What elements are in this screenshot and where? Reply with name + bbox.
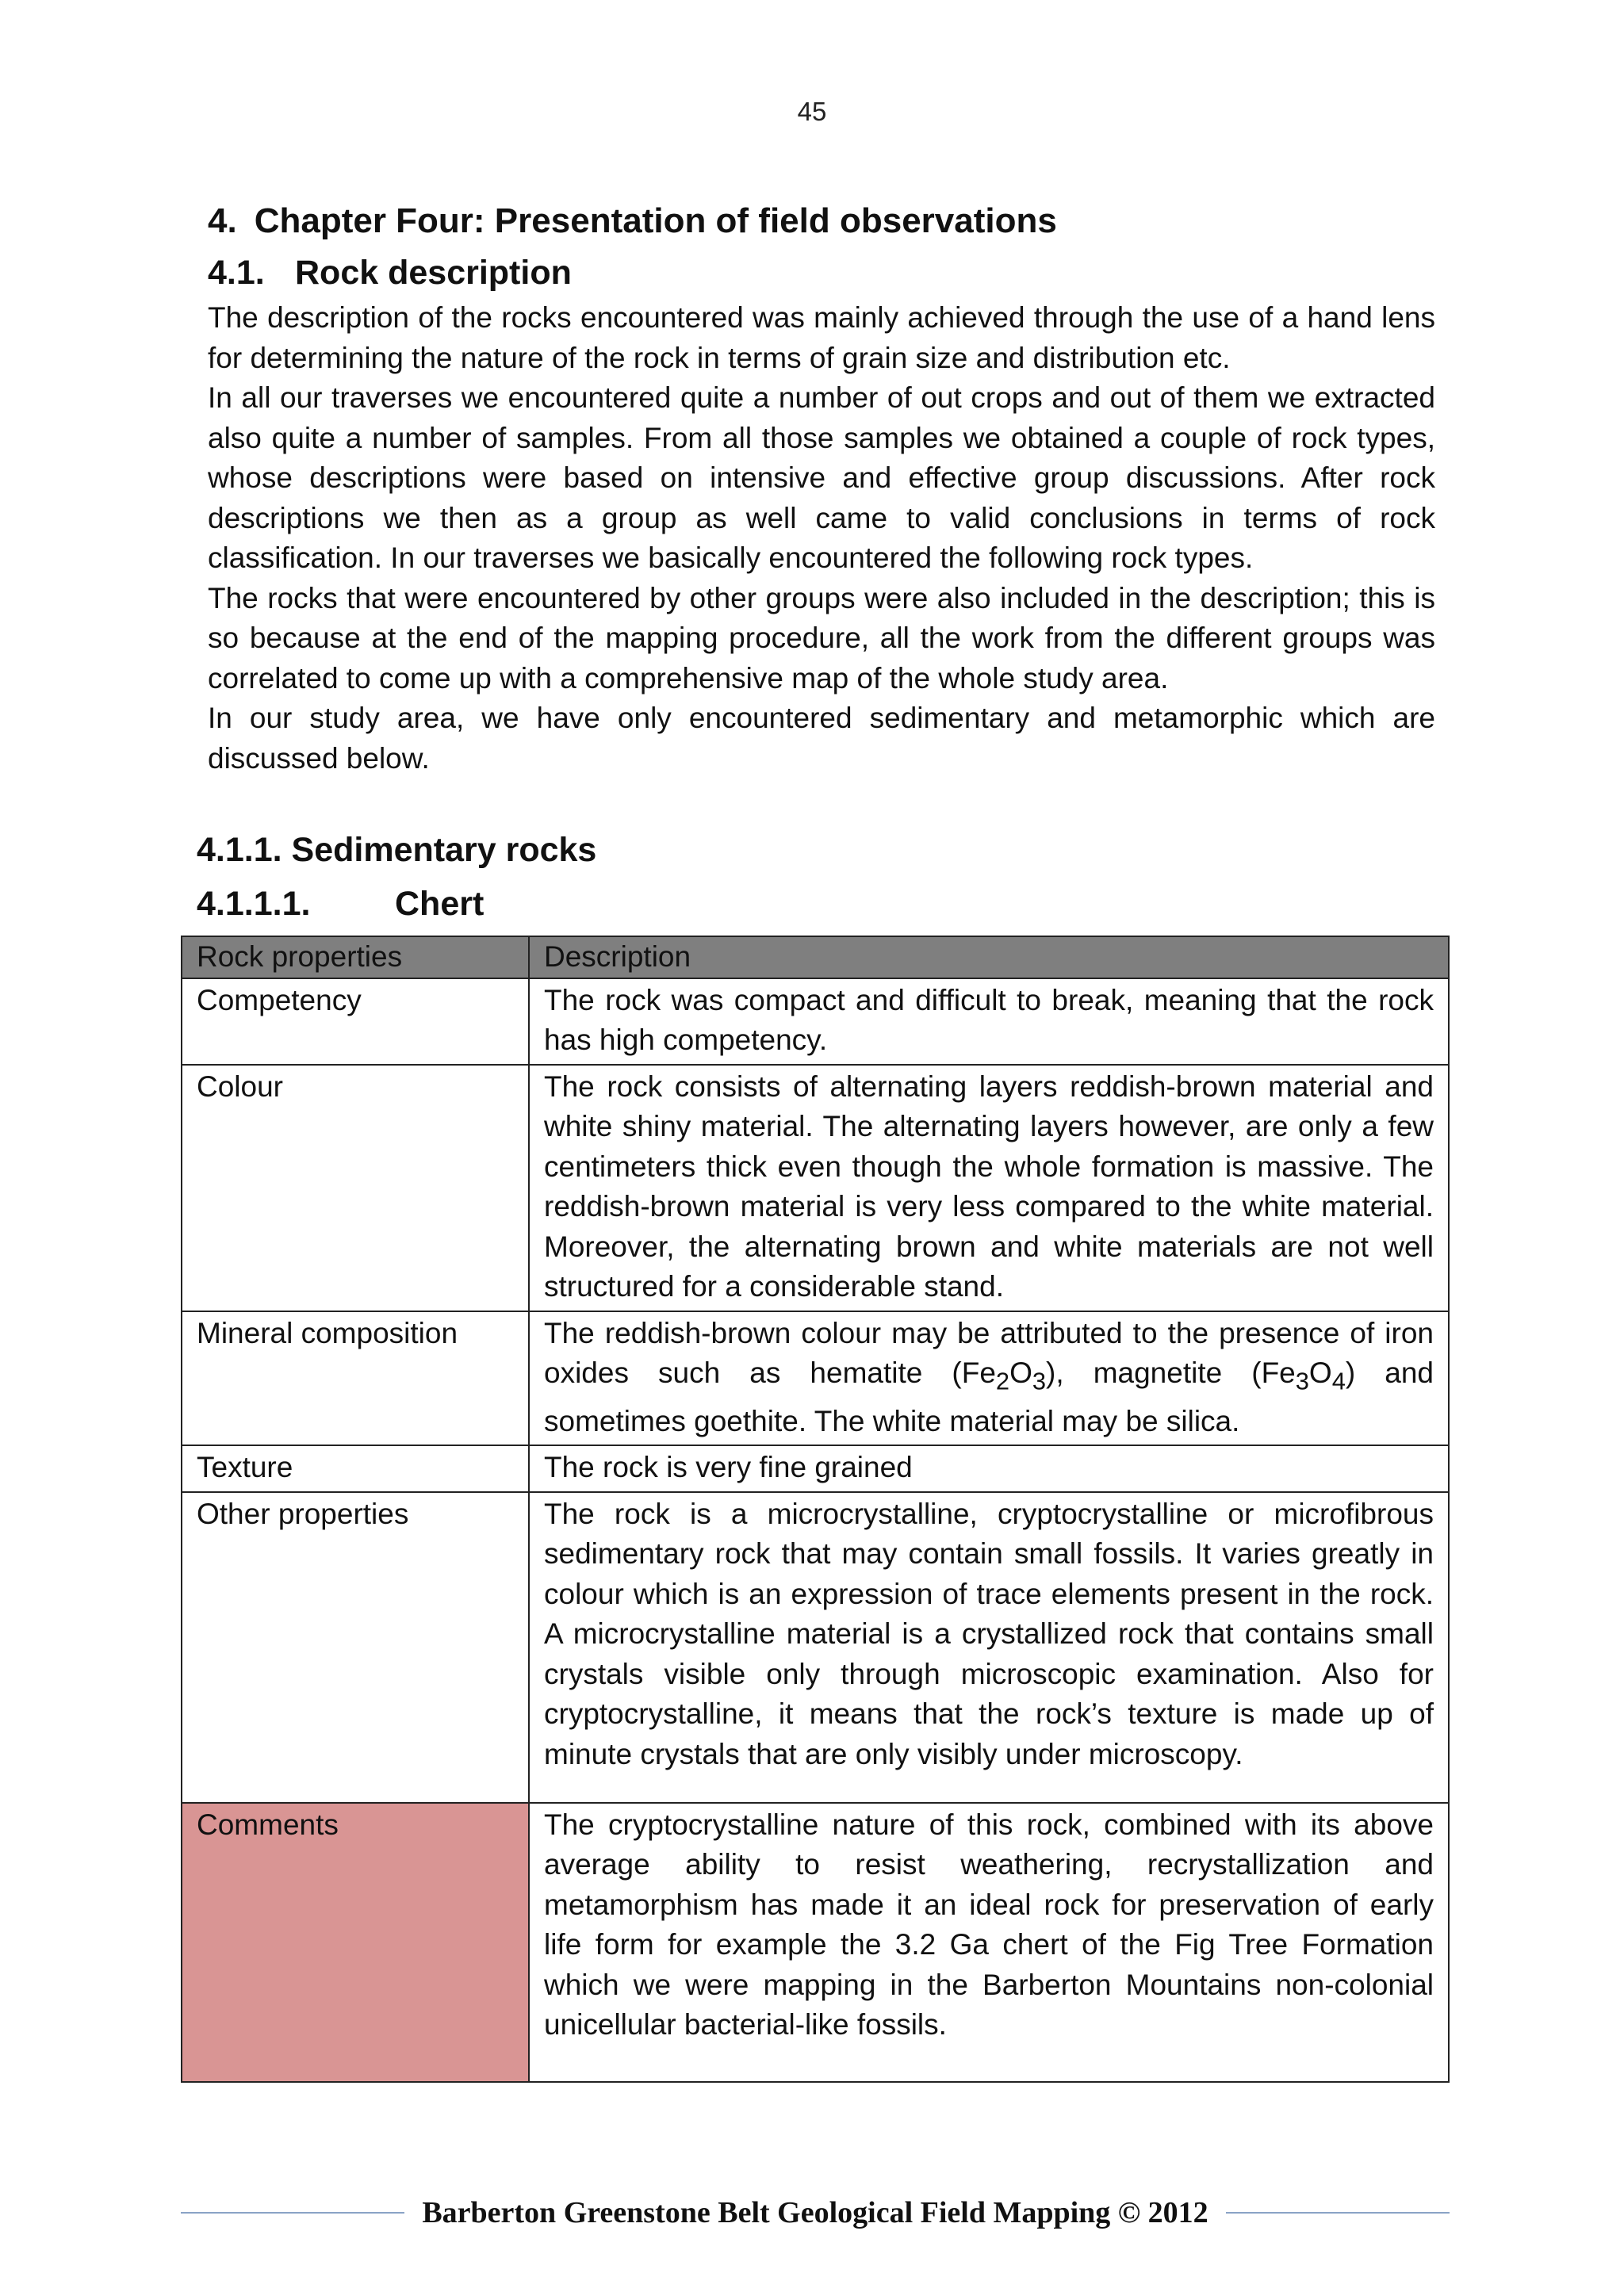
subsubsection-heading xyxy=(197,878,484,929)
footer-rule-right xyxy=(1226,2212,1450,2214)
comments-cell: Comments xyxy=(182,1803,529,2082)
property-cell: Colour xyxy=(182,1065,529,1311)
description-cell: The rock is a microcrystalline, cryptocrystalline or microfibrous sedimentary rock that may contain small fossils. It varies greatly in colour which is an expression of trace elements present in the rock. A microcrystalline material is a crystallized rock that contains small crystals visible only through microscopic examination. Also for cryptocrystalline, it means that the rock’s texture is made up of minute crystals that are only visibly under microscopy. xyxy=(529,1492,1449,1803)
rock-properties-table xyxy=(181,936,1450,2083)
page-number: 45 xyxy=(797,97,827,126)
property-cell: Other properties xyxy=(182,1492,529,1803)
paragraph: The rocks that were encountered by other groups were also included in the description; this is so because at the end of the mapping procedure, all the work from the different groups was correlated to come up with a comprehensive map of the whole study area. xyxy=(208,581,1435,695)
column-header-description: Description xyxy=(529,936,1449,978)
section-title: Rock description xyxy=(295,254,572,292)
property-cell: Texture xyxy=(182,1445,529,1492)
subsubsection-number: 4.1.1.1. xyxy=(197,885,311,923)
footer-text: Barberton Greenstone Belt Geological Field Mapping © 2012 xyxy=(422,2196,1208,2229)
subscript: 2 xyxy=(995,1367,1010,1395)
subscript: 4 xyxy=(1331,1367,1346,1395)
table-row xyxy=(182,1492,1449,1803)
paragraph: In our study area, we have only encountered sedimentary and metamorphic which are discussed below. xyxy=(208,702,1435,775)
page-footer xyxy=(181,2193,1450,2233)
chapter-title: Chapter Four: Presentation of field observations xyxy=(254,201,1057,240)
chapter-heading xyxy=(208,195,1435,247)
description-cell: The cryptocrystalline nature of this rock, combined with its above average ability to resist weathering, recrystallization and metamorphism has made it an ideal rock for preservation of early life form for example the 3.2 Ga chert of the Fig Tree Formation which we were mapping in the Barberton Mountains non-colonial unicellular bacterial-like fossils. xyxy=(529,1803,1449,2082)
chapter-number: 4. xyxy=(208,201,237,240)
paragraph: In all our traverses we encountered quite a number of out crops and out of them we extracted also quite a number of samples. From all those samples we obtained a couple of rock types, whose descriptions were based on intensive and effective group discussions. After rock descriptions we then as a group as well came to valid conclusions in terms of rock classification. In our traverses we basically encountered the following rock types. xyxy=(208,381,1435,574)
description-cell: The rock was compact and difficult to break, meaning that the rock has high competency. xyxy=(529,978,1449,1065)
description-text: O xyxy=(1308,1357,1332,1389)
subscript: 3 xyxy=(1032,1367,1047,1395)
table-header-row xyxy=(182,936,1449,978)
description-text: O xyxy=(1009,1357,1032,1389)
description-cell: The rock is very fine grained xyxy=(529,1445,1449,1492)
paragraph: The description of the rocks encountered was mainly achieved through the use of a hand lens for determining the nature of the rock in terms of grain size and distribution etc. xyxy=(208,301,1435,374)
property-cell: Competency xyxy=(182,978,529,1065)
footer-rule-left xyxy=(181,2212,404,2214)
subsection-heading xyxy=(197,825,596,875)
property-cell: Mineral composition xyxy=(182,1311,529,1446)
description-cell xyxy=(529,1311,1449,1446)
description-cell: The rock consists of alternating layers reddish-brown material and white shiny material. The alternating layers however, are only a few centimeters thick even though the whole formation is massive. The reddish-brown material is very less compared to the white material. Moreover, the alternating brown and white materials are not well structured for a considerable stand. xyxy=(529,1065,1449,1311)
main-content xyxy=(208,195,1435,779)
table-row xyxy=(182,1445,1449,1492)
description-text: ), magnetite (Fe xyxy=(1046,1357,1296,1389)
subsection-title: Sedimentary rocks xyxy=(291,831,597,869)
column-header-properties: Rock properties xyxy=(182,936,529,978)
table-row xyxy=(182,1311,1449,1446)
subsubsection-title: Chert xyxy=(395,885,485,923)
section-heading xyxy=(208,247,1435,298)
table-row xyxy=(182,1803,1449,2082)
table-row xyxy=(182,1065,1449,1311)
description-text: The reddish-brown colour may be attributed to the presence of iron oxides such as hematite (Fe xyxy=(544,1316,1434,1389)
subscript: 3 xyxy=(1295,1367,1309,1395)
section-number: 4.1. xyxy=(208,254,265,292)
table-row xyxy=(182,978,1449,1065)
subsection-number: 4.1.1. xyxy=(197,831,282,869)
description-text: ) and sometimes goethite. The white material may be silica. xyxy=(544,1357,1434,1437)
